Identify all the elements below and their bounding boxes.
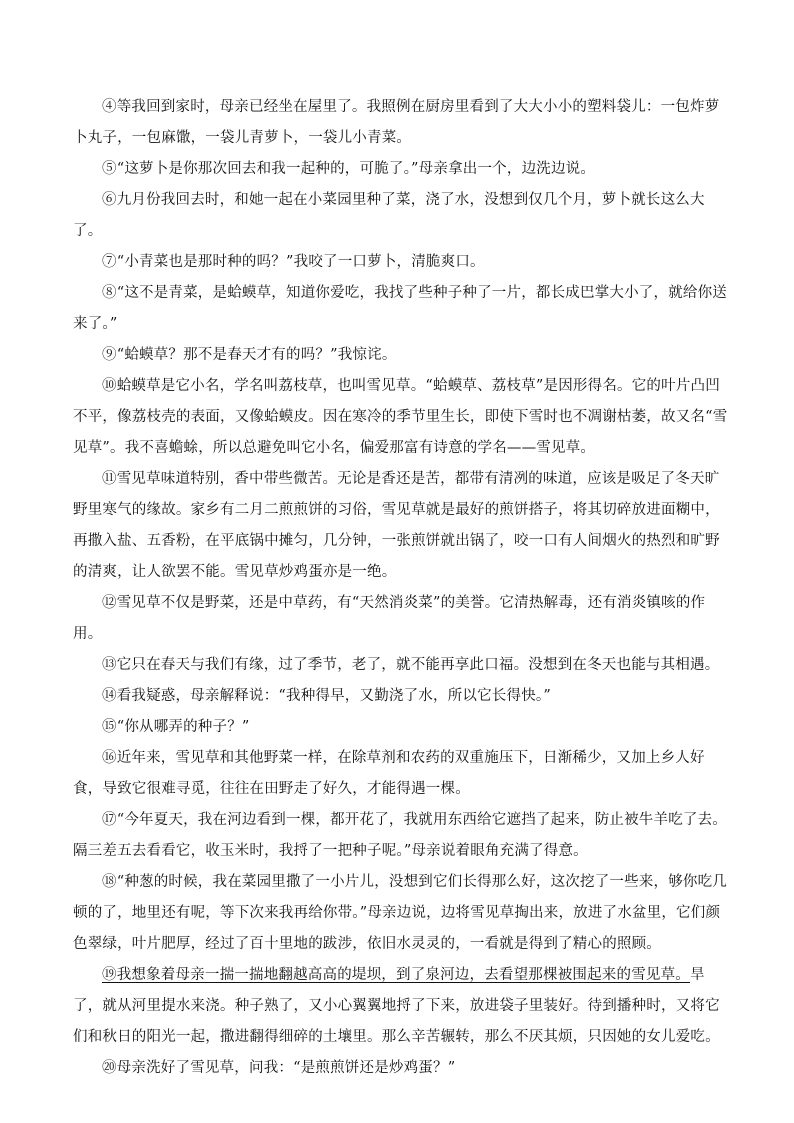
paragraph-14: ⑭看我疑惑，母亲解释说：“我种得早，又勤浇了水，所以它长得快。” <box>102 688 551 704</box>
paragraph-4: ④等我回到家时，母亲已经坐在屋里了。我照例在厨房里看到了大大小小的塑料袋儿：一包炸萝卜丸子，一包麻馓，一袋儿青萝卜，一袋儿小青菜。 <box>73 99 720 146</box>
paragraph-7: ⑦“小青菜也是那时种的吗？”我咬了一口萝卜，清脆爽口。 <box>102 254 485 270</box>
paragraph-9: ⑨“蛤蟆草？那不是春天才有的吗？”我惊诧。 <box>102 347 397 363</box>
paragraph-20: ⑳母亲洗好了雪见草，问我：“是煎煎饼还是炒鸡蛋？” <box>102 1060 456 1076</box>
paragraph-10: ⑩蛤蟆草是它小名，学名叫荔枝草，也叫雪见草。“蛤蟆草、荔枝草”是因形得名。它的叶片凸凹不平，像荔枝壳的表面，又像蛤蟆皮。因在寒冷的季节里生长，即使下雪时也不凋谢枯萎，故又名“雪见草”。我不喜蟾蜍，所以总避免叫它小名，偏爱那富有诗意的学名——雪见草。 <box>73 378 728 456</box>
paragraph-13: ⑬它只在春天与我们有缘，过了季节，老了，就不能再享此口福。没想到在冬天也能与其相遇。 <box>102 657 720 673</box>
paragraph-17: ⑰“今年夏天，我在河边看到一棵，都开花了，我就用东西给它遮挡了起来，防止被牛羊吃了去。隔三差五去看看它，收玉米时，我捋了一把种子呢。”母亲说着眼角充满了得意。 <box>73 812 728 859</box>
paragraph-19 <box>73 960 733 1053</box>
paragraph-18: ⑱“种葱的时候，我在菜园里撒了一小片儿，没想到它们长得那么好，这次挖了一些来，够你吃几顿的了，地里还有呢，等下次来我再给你带。”母亲边说，边将雪见草掏出来，放进了水盆里，它们颜色翠绿，叶片肥厚，经过了百十里地的跋涉，依旧水灵灵的，一看就是得到了精心的照顾。 <box>73 874 728 952</box>
paragraph-8: ⑧“这不是青菜，是蛤蟆草，知道你爱吃，我找了些种子种了一片，都长成巴掌大小了，就给你送来了。” <box>73 285 728 332</box>
underlined-sentence: ⑲我想象着母亲一揣一揣地翻越高高的堤坝，到了泉河边，去看望那棵被围起来的雪见草。 <box>102 967 690 983</box>
article-body <box>73 92 733 1084</box>
paragraph-11: ⑪雪见草味道特别，香中带些微苦。无论是香还是苦，都带有清冽的味道，应该是吸足了冬天旷野里寒气的缘故。家乡有二月二煎煎饼的习俗，雪见草就是最好的煎饼搭子，将其切碎放进面糊中，再撒入盐、五香粉，在平底锅中摊匀，几分钟，一张煎饼就出锅了，咬一口有人间烟火的热烈和旷野的清爽，让人欲罢不能。雪见草炒鸡蛋亦是一绝。 <box>73 471 720 580</box>
paragraph-12: ⑫雪见草不仅是野菜，还是中草药，有“天然消炎菜”的美誉。它清热解毒，还有消炎镇咳的作用。 <box>73 595 706 642</box>
paragraph-16: ⑯近年来，雪见草和其他野菜一样，在除草剂和农药的双重施压下，日渐稀少，又加上乡人好食，导致它很难寻觅，往往在田野走了好久，才能得遇一棵。 <box>73 750 705 797</box>
paragraph-15: ⑮“你从哪弄的种子？” <box>102 719 250 735</box>
paragraph-5: ⑤“这萝卜是你那次回去和我一起种的，可脆了。”母亲拿出一个，边洗边说。 <box>102 161 596 177</box>
paragraph-6: ⑥九月份我回去时，和她一起在小菜园里种了菜，浇了水，没想到仅几个月，萝卜就长这么大了。 <box>73 192 705 239</box>
paragraph-19-rest: 旱了，就从河里提水来浇。种子熟了，又小心翼翼地捋了下来，放进袋子里装好。待到播种时，又将它们和秋日的阳光一起，撒进翻得细碎的土壤里。那么辛苦辗转，那么不厌其烦，只因她的女儿爱吃。 <box>73 967 720 1045</box>
